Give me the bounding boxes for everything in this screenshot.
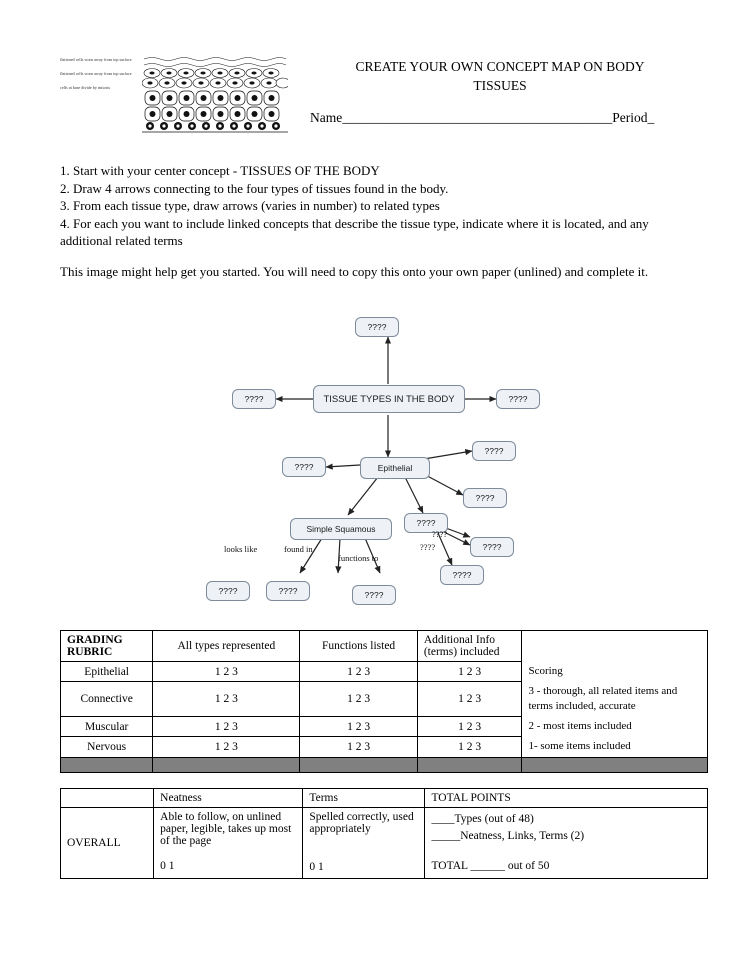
page-header [60, 55, 690, 145]
rubric-score-option[interactable]: 1 2 3 [300, 737, 417, 758]
concept-map [180, 305, 600, 620]
overall-neatness-cell [154, 808, 303, 879]
overall-col-neatness: Neatness [154, 789, 303, 808]
figure-label-list [60, 57, 140, 99]
table-row [61, 808, 708, 879]
total-line-types[interactable]: ____Types (out of 48) [431, 813, 534, 825]
concept-node-placeholder[interactable]: ???? [232, 389, 276, 409]
concept-node-epithelial[interactable]: Epithelial [360, 457, 430, 479]
table-row [61, 789, 708, 808]
rubric-row-label: Nervous [61, 737, 153, 758]
edge-label-functions-to: functions to [338, 553, 379, 563]
rubric-score-option[interactable]: 1 2 3 [153, 737, 300, 758]
rubric-scoring-line: 1- some items included [522, 737, 708, 758]
table-row-divider [61, 757, 708, 772]
instruction-item: 1. Start with your center concept - TISSUES OF THE BODY [60, 163, 380, 178]
rubric-title-line1: GRADING [67, 634, 123, 646]
overall-total-cell [425, 808, 708, 879]
rubric-row-label: Muscular [61, 717, 153, 737]
tissue-diagram-figure [60, 55, 288, 133]
concept-node-center[interactable]: TISSUE TYPES IN THE BODY [313, 385, 465, 413]
instructions-list [60, 162, 685, 250]
table-row [61, 737, 708, 758]
rubric-score-option[interactable]: 1 2 3 [300, 682, 417, 717]
divider-cell [61, 757, 153, 772]
rubric-scoring-line: 2 - most items included [522, 717, 708, 737]
concept-node-placeholder[interactable]: ???? [463, 488, 507, 508]
concept-node-placeholder[interactable]: ???? [496, 389, 540, 409]
divider-cell [153, 757, 300, 772]
rubric-score-option[interactable]: 1 2 3 [153, 682, 300, 717]
spacer [309, 848, 418, 861]
instruction-item: 2. Draw 4 arrows connecting to the four types of tissues found in the body. [60, 180, 449, 196]
spacer [431, 845, 701, 858]
table-row [61, 717, 708, 737]
rubric-col-header: Functions listed [300, 631, 417, 662]
divider-cell [417, 757, 522, 772]
edge-label-looks-like: looks like [224, 544, 258, 554]
rubric-score-option[interactable]: 1 2 3 [300, 717, 417, 737]
total-line-neatness[interactable]: _____Neatness, Links, Terms (2) [431, 830, 585, 842]
concept-label-placeholder: ???? [432, 529, 448, 539]
total-line-total[interactable]: TOTAL ______ out of 50 [431, 860, 550, 872]
overall-terms-text: Spelled correctly, used appropriately [309, 811, 414, 835]
rubric-scoring-empty [522, 631, 708, 662]
spacer [160, 847, 296, 860]
concept-node-placeholder[interactable]: ???? [472, 441, 516, 461]
rubric-score-option[interactable]: 1 2 3 [153, 662, 300, 682]
rubric-score-option[interactable]: 1 2 3 [153, 717, 300, 737]
overall-neatness-text: Able to follow, on unlined paper, legible, takes up most of the page [160, 811, 292, 847]
overall-neatness-scale[interactable]: 0 1 [160, 860, 175, 872]
spacer [309, 835, 418, 848]
period-label: Period_ [612, 110, 655, 125]
overall-terms-scale[interactable]: 0 1 [309, 861, 324, 873]
overall-col-total: TOTAL POINTS [425, 789, 708, 808]
divider-cell [522, 757, 708, 772]
concept-node-placeholder[interactable]: ???? [440, 565, 484, 585]
instruction-item: 3. From each tissue type, draw arrows (varies in number) to related types [60, 198, 440, 213]
name-label: Name [310, 110, 343, 125]
concept-node-simple-squamous[interactable]: Simple Squamous [290, 518, 392, 540]
concept-node-placeholder[interactable]: ???? [355, 317, 399, 337]
name-blank-rule: ________________________________________ [342, 110, 613, 125]
concept-node-placeholder[interactable]: ???? [206, 581, 250, 601]
rubric-score-option[interactable]: 1 2 3 [417, 737, 522, 758]
rubric-row-label: Epithelial [61, 662, 153, 682]
rubric-title-line2: RUBRIC [67, 646, 113, 658]
overall-row-label: OVERALL [61, 808, 154, 879]
rubric-score-option[interactable]: 1 2 3 [417, 717, 522, 737]
instruction-item: 4. For each you want to include linked concepts that describe the tissue type, indicate where it is located, and any additional related terms [60, 215, 649, 248]
concept-node-placeholder[interactable]: ???? [404, 513, 448, 533]
table-row [61, 631, 708, 662]
epithelium-illustration [142, 55, 288, 133]
rubric-scoring-line: 3 - thorough, all related items and terms included, accurate [522, 682, 708, 717]
divider-cell [300, 757, 417, 772]
overall-terms-cell [303, 808, 425, 879]
rubric-row-label: Connective [61, 682, 153, 717]
figure-label: cells at base divide by mitosis [60, 85, 111, 90]
rubric-score-option[interactable]: 1 2 3 [300, 662, 417, 682]
overall-col-terms: Terms [303, 789, 425, 808]
rubric-col-header: All types represented [153, 631, 300, 662]
name-period-line [310, 110, 749, 126]
concept-label-placeholder: ???? [420, 542, 436, 552]
concept-node-placeholder[interactable]: ???? [266, 581, 310, 601]
concept-node-placeholder[interactable]: ???? [470, 537, 514, 557]
concept-node-placeholder[interactable]: ???? [282, 457, 326, 477]
rubric-score-option[interactable]: 1 2 3 [417, 682, 522, 717]
figure-label: flattened cells worn away from top surface [60, 71, 132, 76]
overall-rubric-table [60, 788, 708, 879]
rubric-scoring-title: Scoring [522, 662, 708, 682]
figure-label: flattened cells worn away from top surface [60, 57, 132, 62]
rubric-title-cell [61, 631, 153, 662]
table-row [61, 662, 708, 682]
page-title-line2: TISSUES [473, 78, 527, 93]
rubric-col-header: Additional Info (terms) included [417, 631, 522, 662]
page-title [310, 57, 690, 95]
concept-node-placeholder[interactable]: ???? [352, 585, 396, 605]
edge-label-found-in: found in [284, 544, 313, 554]
overall-empty-cell [61, 789, 154, 808]
rubric-score-option[interactable]: 1 2 3 [417, 662, 522, 682]
table-row [61, 682, 708, 717]
instructions-note: This image might help get you started. You will need to copy this onto your own paper (unlined) and complete it. [60, 264, 649, 279]
page-title-line1: CREATE YOUR OWN CONCEPT MAP ON BODY [355, 59, 645, 74]
grading-rubric-table [60, 630, 708, 773]
